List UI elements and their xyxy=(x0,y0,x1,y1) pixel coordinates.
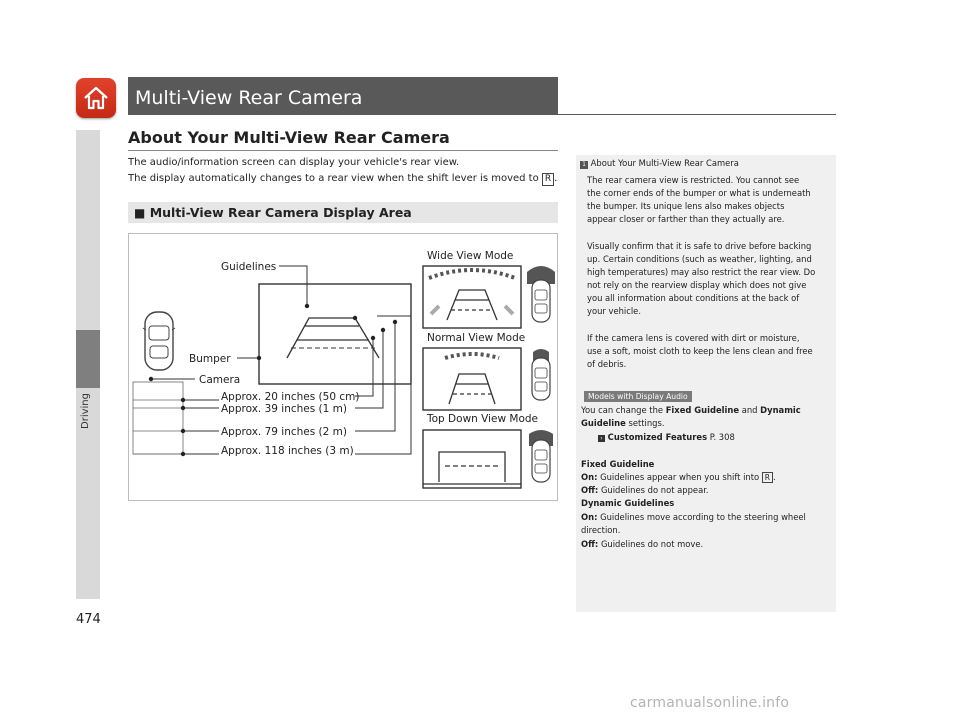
chapter-title: Multi-View Rear Camera xyxy=(135,87,363,109)
side-tab-active[interactable] xyxy=(76,330,100,388)
intro-line-1: The audio/information screen can display your vehicle's rear view. xyxy=(128,157,460,168)
wide-view-vehicle-icon xyxy=(527,266,555,322)
reference-link[interactable]: › Customized Features P. 308 xyxy=(598,432,735,442)
display-area-subtitle-bar xyxy=(128,202,558,223)
wide-view-label: Wide View Mode xyxy=(427,250,514,262)
top-down-view-label: Top Down View Mode xyxy=(427,413,539,425)
normal-view-vehicle-icon xyxy=(532,349,550,400)
distance-2m-label: Approx. 79 inches (2 m) xyxy=(221,426,347,438)
vehicle-top-view-icon xyxy=(143,312,175,370)
gear-r-icon: R xyxy=(542,173,554,186)
side-tab-label: Driving xyxy=(80,393,91,429)
models-badge: Models with Display Audio xyxy=(584,391,692,402)
top-down-vehicle-icon xyxy=(529,430,553,482)
gear-r-icon: R xyxy=(762,472,773,483)
note-heading: 1 About Your Multi-View Rear Camera xyxy=(580,158,739,169)
display-area-subtitle: ■ Multi-View Rear Camera Display Area xyxy=(134,205,412,220)
title-divider xyxy=(128,114,836,115)
page-number: 474 xyxy=(76,612,101,627)
change-settings-line: You can change the Fixed Guideline and Dynamic xyxy=(581,405,801,415)
side-note-panel: 1 About Your Multi-View Rear Camera The rear camera view is restricted. You cannot see the corner ends of the bumper or what is underneath the bumper. Its unique lens also makes objects appear closer or farther than they actually are. Visually confirm that it is safe to drive before backing up. Certain conditions (such as weather, lighting, and high temperatures) may also restrict the rear view. Do not rely on the rearview display which does not give you all information about conditions at the back of your vehicle. If the camera lens is covered with dirt or moisture, use a soft, moist cloth to keep the lens clean and free of debris. Models with Display Audio You can change the Fixed Guideline and Dynamic Guideline settings. › Customized Features P. 308 Fixed Guideline On: Guidelines appear when you shift into R . Off: Guidelines do not appear. Dynamic Guidelines On: Guidelines move according to the steering wheel direction. Off: Guidelines do not move. xyxy=(576,155,836,612)
bumper-label: Bumper xyxy=(189,353,231,365)
normal-view-label: Normal View Mode xyxy=(427,332,526,344)
intro-line-2: The display automatically changes to a rear view when the shift lever is moved to R . xyxy=(128,173,558,184)
home-button[interactable] xyxy=(76,78,116,118)
watermark: carmanualsonline.info xyxy=(630,695,790,711)
distance-1m-label: Approx. 39 inches (1 m) xyxy=(221,403,347,415)
chapter-title-bar xyxy=(128,77,558,115)
reference-arrow-icon: › xyxy=(598,435,605,442)
section-divider xyxy=(128,150,558,151)
distance-50cm-label: Approx. 20 inches (50 cm) xyxy=(221,391,360,403)
camera-diagram xyxy=(129,234,559,502)
normal-view-screen xyxy=(423,348,521,410)
top-down-view-screen xyxy=(423,430,521,488)
camera-label: Camera xyxy=(199,374,241,386)
home-icon xyxy=(82,84,110,112)
square-bullet-icon: ■ xyxy=(134,206,146,220)
note-marker-icon: 1 xyxy=(580,161,588,169)
section-title: About Your Multi-View Rear Camera xyxy=(128,128,450,147)
guidelines-label: Guidelines xyxy=(221,261,277,273)
wide-view-screen xyxy=(423,266,521,328)
distance-3m-label: Approx. 118 inches (3 m) xyxy=(221,445,354,457)
camera-display-figure xyxy=(128,233,558,501)
